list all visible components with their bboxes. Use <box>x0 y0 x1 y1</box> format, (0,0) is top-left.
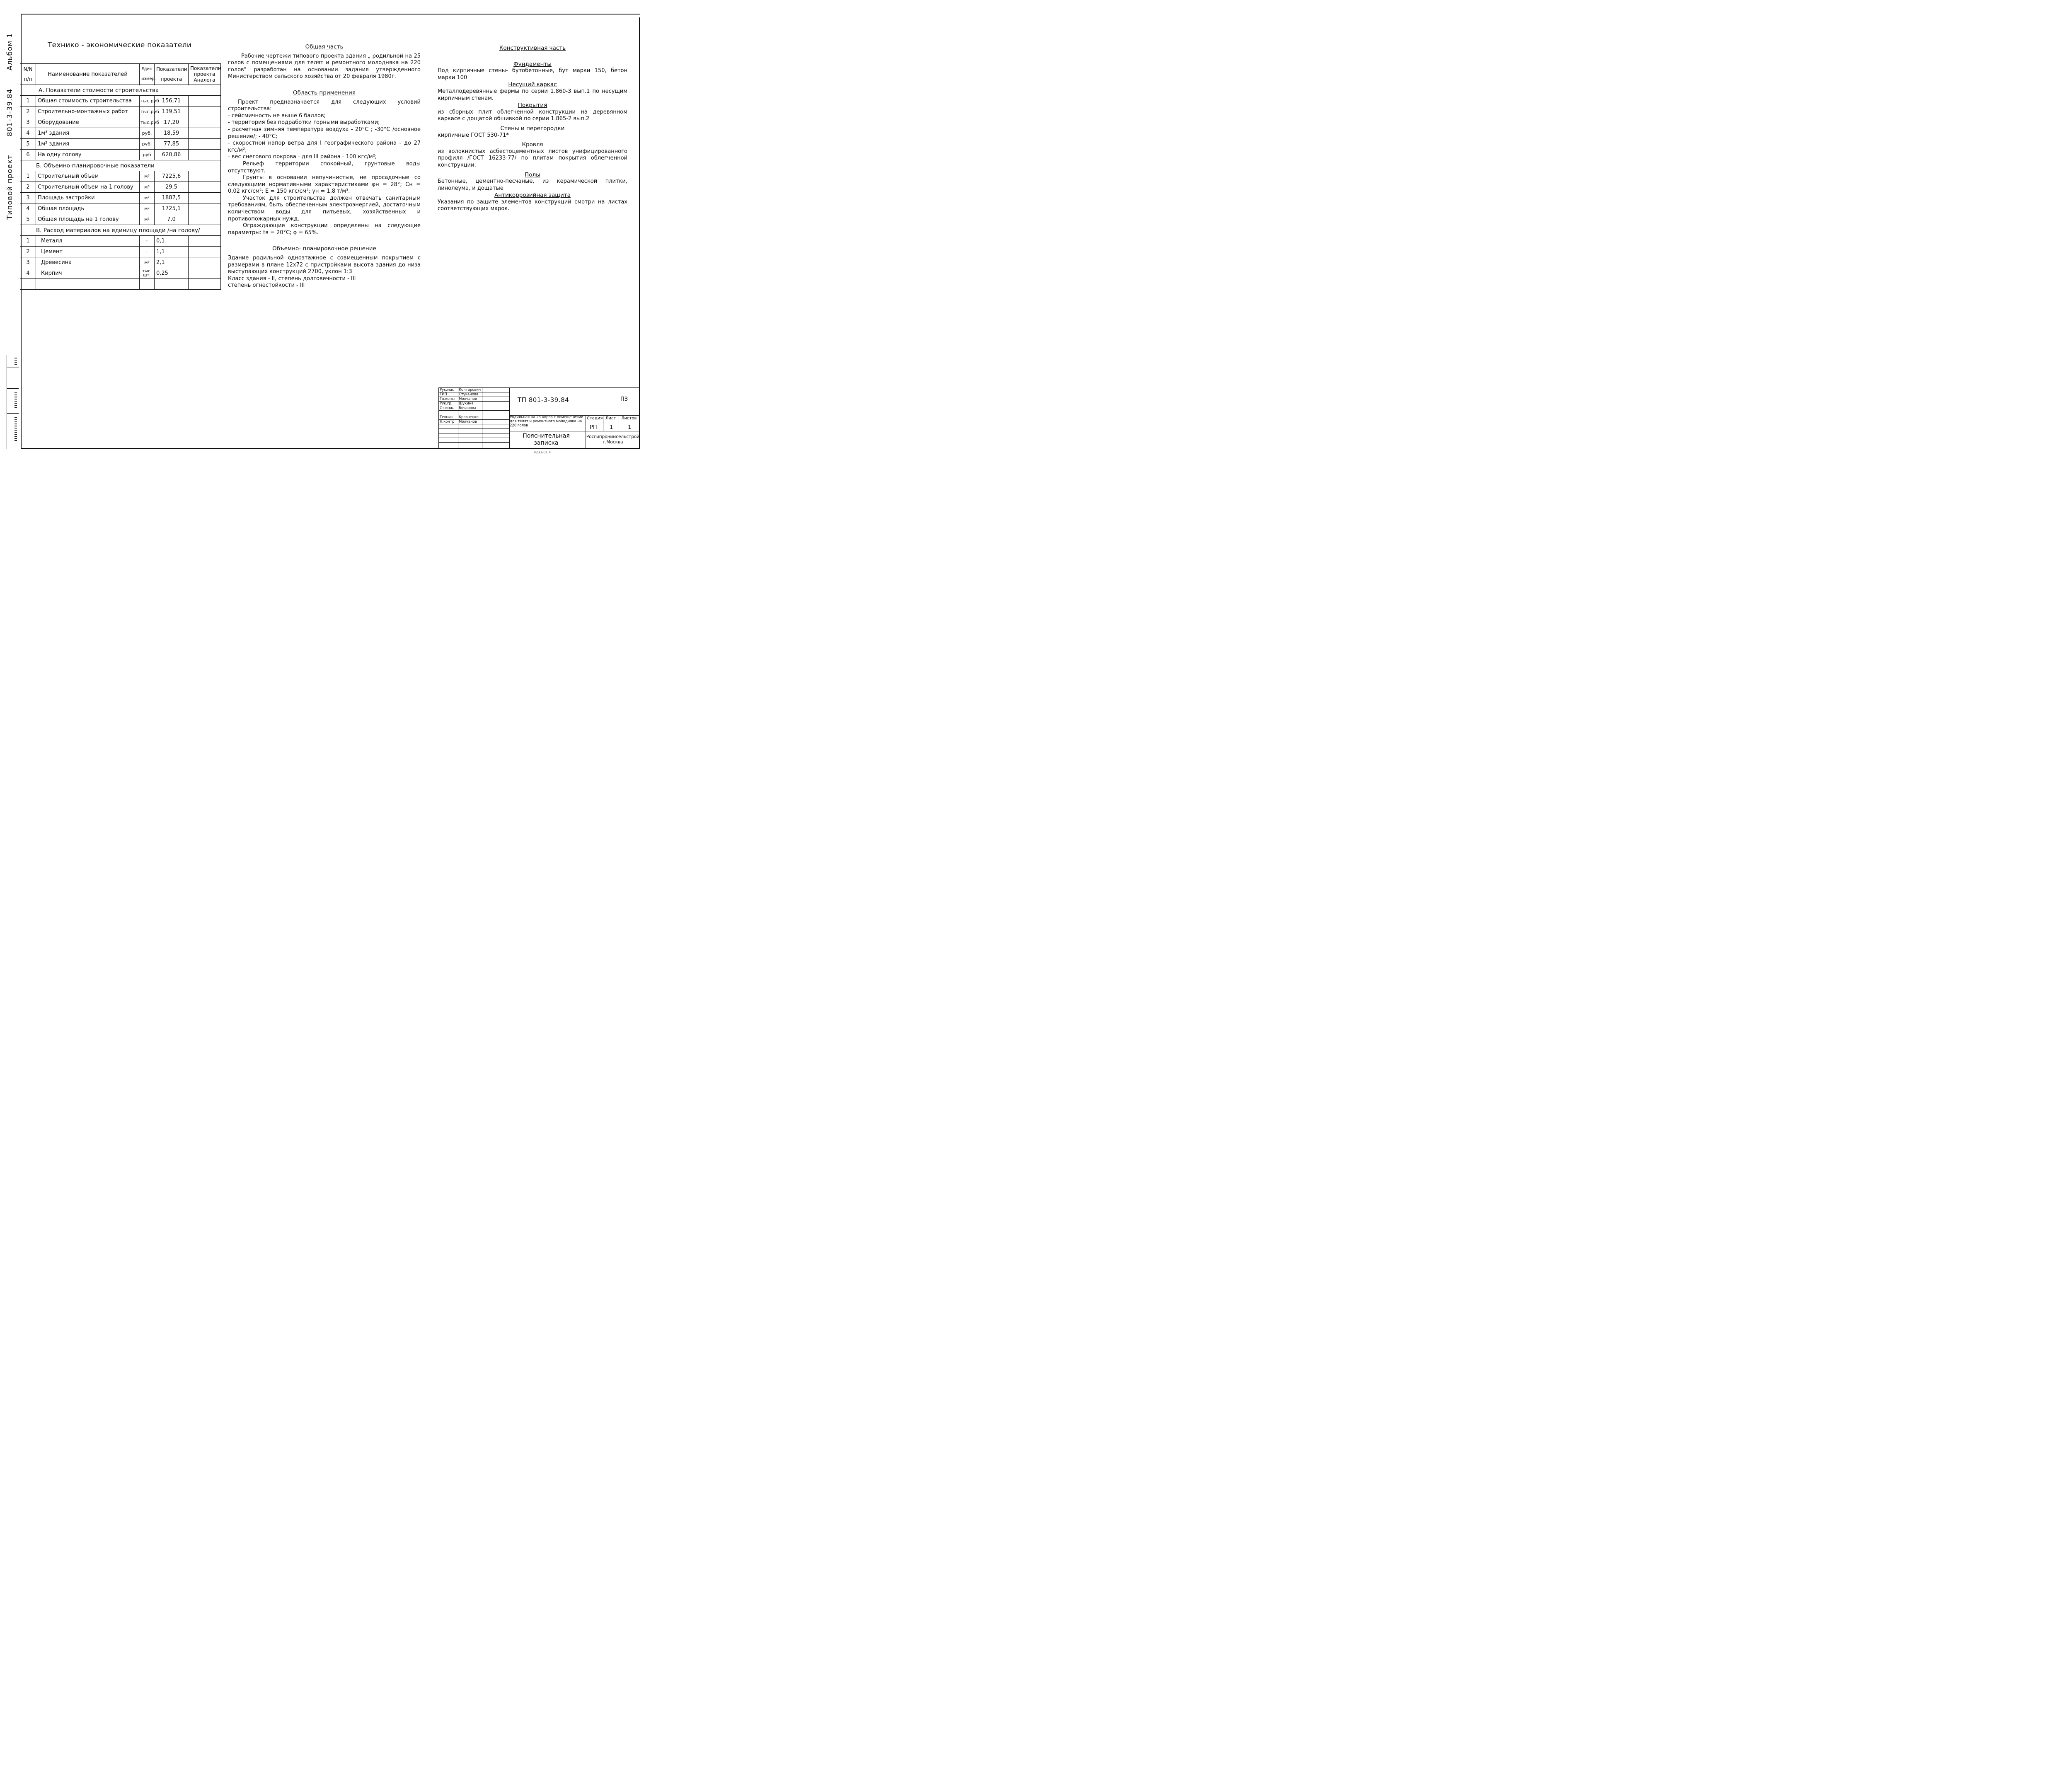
planning-text: Здание родильной одноэтажное с совмещенным покрытием с размерами в плане 12х72 с пристройками высота здания до низа выступающих конструкций 2700, уклон 1:3 <box>228 255 421 275</box>
row-value: 139,51 <box>155 107 189 117</box>
role: Рук.мас <box>440 388 454 392</box>
row-num: 2 <box>20 107 36 117</box>
row-unit: т <box>140 236 155 247</box>
row-unit: тыс.руб <box>140 107 155 117</box>
table-row <box>20 128 221 139</box>
fire-rating: степень огнестойкости - III <box>228 282 305 289</box>
side-caption <box>5 33 15 220</box>
row-unit: руб. <box>140 139 155 150</box>
scope-item: - скоростной напор ветра для I географического района - до 27 кгс/м²; <box>228 140 421 153</box>
row-analog <box>189 193 221 203</box>
table-row <box>20 268 221 279</box>
role: Ст.инж. <box>440 406 455 410</box>
archive-number: 4233-01 4 <box>534 450 551 454</box>
row-name: На одну голову <box>36 150 140 160</box>
row-unit: м³ <box>140 171 155 182</box>
side-code: 801-3-39.84 <box>6 89 14 137</box>
document-type: Пояснительная записка <box>523 433 570 446</box>
row-value: 0,1 <box>155 236 189 247</box>
row-value: 7225,6 <box>155 171 189 182</box>
row-analog <box>189 182 221 193</box>
frame-heading: Несущий каркас <box>508 81 557 88</box>
person: Молчанов <box>459 420 477 424</box>
building-class: Класс здания - II, степень долговечности - III <box>228 275 356 282</box>
organization: Росгипрониисельстрой г.Москва <box>586 434 640 445</box>
row-unit: руб <box>140 150 155 160</box>
anti-text: Указания по защите элементов конструкций смотри на листах соответствующих марок. <box>438 199 627 212</box>
row-value: 17,20 <box>155 117 189 128</box>
row-unit: м³ <box>140 257 155 268</box>
row-name: Оборудование <box>36 117 140 128</box>
role: ГИП <box>440 392 447 397</box>
table-row <box>20 150 221 160</box>
sheets-header: Листов <box>621 416 637 421</box>
object-name: Родильная на 25 коров с помещениями для телят и ремонтного молодняка на 220 голов <box>510 415 583 428</box>
scope-item: - расчетная зимняя температура воздуха - 20°С ; -30°С /основное решение/; - 40°С; <box>228 126 421 140</box>
sheets-value: 1 <box>628 424 632 431</box>
frame-text: Металлодеревянные фермы по серии 1.860-3 вып.1 по несущим кирпичным стенам. <box>438 88 627 102</box>
row-num: 2 <box>20 182 36 193</box>
row-num: 5 <box>20 139 36 150</box>
site-text: Участок для строительства должен отвечать санитарным требованиям, быть обеспеченным электроэнергией, достаточным количеством воды для питьевых, хозяйственных и противопожарных нужд. <box>228 195 421 222</box>
row-num: 1 <box>20 171 36 182</box>
row-unit: м² <box>140 193 155 203</box>
row-name: Строительный объем на 1 голову <box>36 182 140 193</box>
table-row <box>20 182 221 193</box>
row-analog <box>189 236 221 247</box>
row-unit: м² <box>140 214 155 225</box>
side-album: Альбом 1 <box>6 33 14 71</box>
row-unit: м³ <box>140 182 155 193</box>
row-unit: м² <box>140 203 155 214</box>
row-num: 6 <box>20 150 36 160</box>
table-row <box>20 117 221 128</box>
row-analog <box>189 139 221 150</box>
frame-border <box>21 14 640 15</box>
row-num: 4 <box>20 268 36 279</box>
title-block <box>438 387 640 449</box>
row-name: Строительный объем <box>36 171 140 182</box>
row-analog <box>189 171 221 182</box>
stamp-signature <box>15 358 17 366</box>
row-name: 1м³ здания <box>36 128 140 139</box>
row-value: 1887,5 <box>155 193 189 203</box>
row-name: 1м² здания <box>36 139 140 150</box>
row-analog <box>189 117 221 128</box>
person: Контарович <box>459 388 481 392</box>
stamp-signature <box>15 417 17 442</box>
sheet-header: Лист <box>605 416 616 421</box>
row-value: 620,86 <box>155 150 189 160</box>
constr-section <box>438 45 627 213</box>
row-num: 3 <box>20 117 36 128</box>
row-num: 3 <box>20 193 36 203</box>
row-name: Древесина <box>36 257 140 268</box>
stage-header: Стадия <box>587 416 603 421</box>
table-row <box>20 171 221 182</box>
row-num: 5 <box>20 214 36 225</box>
row-value: 18,59 <box>155 128 189 139</box>
anti-heading: Антикоррозийная защита <box>494 192 571 199</box>
row-name: Общая стоимость строительства <box>36 96 140 107</box>
relief-text: Рельеф территории спокойный, грунтовые воды отсутствуют. <box>228 160 421 174</box>
row-num: 4 <box>20 128 36 139</box>
signature-row <box>439 411 509 415</box>
sheet-value: 1 <box>610 424 613 431</box>
archive-stamp <box>7 355 19 449</box>
row-analog <box>189 128 221 139</box>
row-num: 3 <box>20 257 36 268</box>
row-name: Общая площадь на 1 голову <box>36 214 140 225</box>
role: Техник <box>440 415 453 419</box>
table-row <box>20 214 221 225</box>
general-section <box>228 44 421 289</box>
section-a: А. Показатели стоимости строительства <box>20 85 221 96</box>
walls-text: кирпичные ГОСТ 530-71* <box>438 132 509 138</box>
scope-item: - территория без подработки горными выработками; <box>228 119 380 126</box>
scope-heading: Область применения <box>293 89 356 96</box>
person: Стуканова <box>459 392 479 397</box>
signature-row <box>439 429 509 433</box>
planning-heading: Объемно- планировочное решение <box>272 245 376 252</box>
frame-border <box>639 17 640 449</box>
section-b: Б. Объемно-планировочные показатели <box>20 160 221 171</box>
row-name: Металл <box>36 236 140 247</box>
table-row <box>20 247 221 257</box>
role: Гл.конст <box>440 397 456 401</box>
row-analog <box>189 268 221 279</box>
person: Шукина <box>459 402 474 406</box>
signature-row <box>439 406 509 411</box>
drawing-sheet <box>0 0 646 458</box>
table-row <box>20 193 221 203</box>
row-analog <box>189 214 221 225</box>
row-value: 1725,1 <box>155 203 189 214</box>
stamp-signature <box>15 392 17 409</box>
table-row <box>20 139 221 150</box>
envelope-text: Ограждающие конструкции определены на следующие параметры: tв = 20°С; φ = 65%. <box>228 223 421 236</box>
row-analog <box>189 203 221 214</box>
krov-text: из волокнистых асбестоцементных листов унифицированного профиля /ГОСТ 16233-77/ по плитам покрытия облегченной конструкции. <box>438 148 627 168</box>
signature-row <box>439 433 509 438</box>
th-name: Наименование показателей <box>36 64 140 85</box>
general-heading: Общая часть <box>305 44 344 50</box>
row-name: Кирпич <box>36 268 140 279</box>
signature-row <box>439 438 509 443</box>
found-heading: Фундаменты <box>513 61 552 68</box>
stamp-cell <box>7 413 19 414</box>
row-value: 1,1 <box>155 247 189 257</box>
table-row <box>20 107 221 117</box>
row-analog <box>189 150 221 160</box>
row-analog <box>189 96 221 107</box>
th-num: N/N п/п <box>20 64 36 85</box>
row-name: Общая площадь <box>36 203 140 214</box>
signature-row <box>439 415 509 420</box>
person: Бочарова <box>459 406 477 410</box>
roof-text: из сборных плит облегченной конструкции на деревянном каркасе с дощатой обшивкой по серии 1.865-2 вып.2 <box>438 109 627 122</box>
tep-title: Технико - экономические показатели <box>48 41 192 49</box>
table-row <box>20 257 221 268</box>
table-row <box>20 236 221 247</box>
signature-row <box>439 397 509 402</box>
row-analog <box>189 257 221 268</box>
table-row <box>20 96 221 107</box>
row-value: 156,71 <box>155 96 189 107</box>
binding-strip <box>0 0 20 458</box>
row-name: Площадь застройки <box>36 193 140 203</box>
found-text: Под кирпичные стены- бутобетонные, бут марки 150, бетон марки 100 <box>438 68 627 81</box>
row-unit: т <box>140 247 155 257</box>
row-unit: тыс.руб <box>140 117 155 128</box>
role: Рук.гр. <box>440 402 453 406</box>
floor-text: Бетонные, цементно-песчаные, из керамической плитки, линолеума, и дощатые <box>438 178 627 191</box>
scope-item: - сейсмичность не выше 6 баллов; <box>228 112 326 119</box>
th-unit: Един измер. <box>140 64 155 85</box>
row-value: 0,25 <box>155 268 189 279</box>
row-num: 1 <box>20 96 36 107</box>
signature-row <box>439 420 509 424</box>
stamp-cell <box>7 388 19 389</box>
stage-value: РП <box>590 424 597 431</box>
scope-item: - вес снегового покрова - для III района - 100 кгс/м²; <box>228 154 377 160</box>
soil-text: Грунты в основании непучинистые, не просадочные со следующими нормативными характеристиками φн = 28°; Сн = 0,02 кгс/см²; Е = 150 кгс/см²; γн = 1,8 т/м³. <box>228 174 421 195</box>
row-unit: руб. <box>140 128 155 139</box>
row-num: 4 <box>20 203 36 214</box>
krov-heading: Кровля <box>522 141 543 148</box>
row-num: 1 <box>20 236 36 247</box>
scope-intro: Проект предназначается для следующих условий строительства: <box>228 99 421 112</box>
th-analog: Показатели проекта Аналога <box>189 64 221 85</box>
person: Кравченко <box>459 415 479 419</box>
th-proj: Показатели проекта <box>155 64 189 85</box>
row-analog <box>189 107 221 117</box>
row-value: 77,85 <box>155 139 189 150</box>
general-intro: Рабочие чертежи типового проекта здания „ родильной на 25 голов с помещениями для телят и ремонтного молодняка на 220 голов" разработан на основании задания утвержденного Министерством сельского хозяйства от 20 февраля 1980г. <box>228 53 421 80</box>
row-name: Цемент <box>36 247 140 257</box>
row-analog <box>189 247 221 257</box>
signature-row <box>439 392 509 397</box>
constr-heading: Конструктивная часть <box>499 45 566 51</box>
signature-row <box>439 402 509 406</box>
person: Молчанов <box>459 397 477 401</box>
side-project: Типовой проект <box>6 155 14 220</box>
row-num: 2 <box>20 247 36 257</box>
section-c: В. Расход материалов на единицу площади /на голову/ <box>20 225 221 236</box>
row-unit: тыс. шт. <box>140 268 155 279</box>
drawing-code: ТП 801-3-39.84 <box>518 396 569 404</box>
floor-heading: Полы <box>525 171 540 178</box>
drawing-mark: ПЗ <box>620 396 628 402</box>
row-value: 29,5 <box>155 182 189 193</box>
roof-heading: Покрытия <box>518 102 547 109</box>
role: Н.контр <box>440 420 455 424</box>
row-value: 7.0 <box>155 214 189 225</box>
tep-table <box>20 63 221 290</box>
table-row <box>20 203 221 214</box>
row-unit: тыс.руб <box>140 96 155 107</box>
signature-row <box>439 388 509 392</box>
tep-body <box>20 85 221 290</box>
signature-row <box>439 424 509 429</box>
row-value: 2,1 <box>155 257 189 268</box>
walls-heading: Стены и перегородки <box>500 125 565 132</box>
table-row <box>20 279 221 290</box>
row-name: Строительно-монтажных работ <box>36 107 140 117</box>
